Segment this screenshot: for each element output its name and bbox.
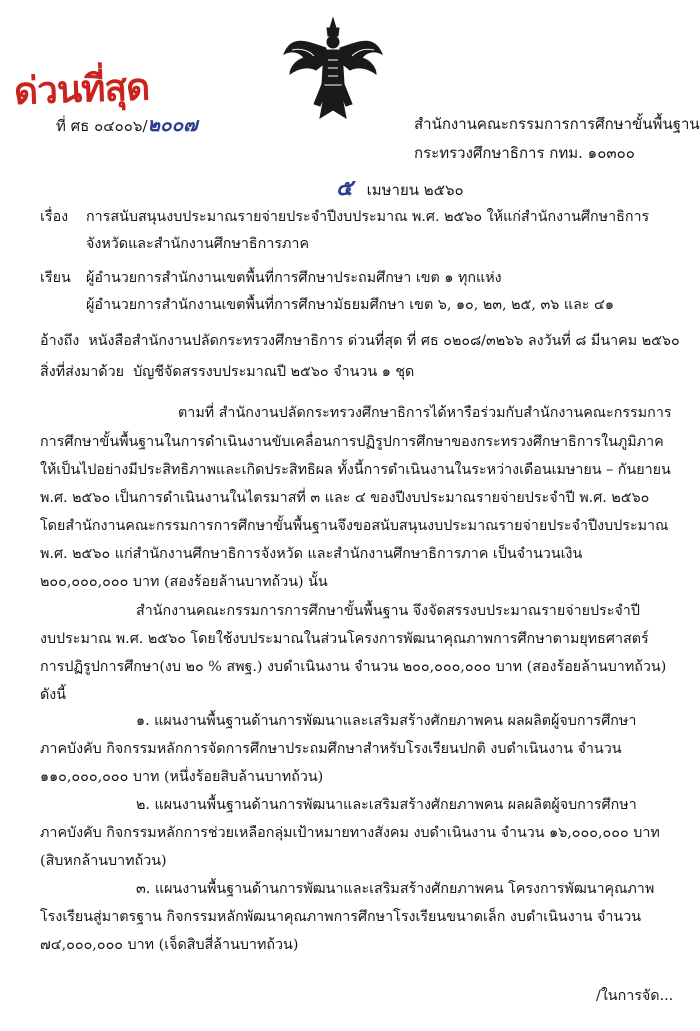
ref-handwritten: ๒๐๐๗ bbox=[147, 114, 198, 136]
body-line: โดยสำนักงานคณะกรรมการการศึกษาขั้นพื้นฐานจึงขอสนับสนุนงบประมาณรายจ่ายประจำปีงบประมาณ bbox=[40, 518, 669, 534]
date-month-year: เมษายน ๒๕๖๐ bbox=[366, 181, 464, 199]
subject-label: เรื่อง bbox=[40, 209, 69, 225]
recipient-line-1: ผู้อำนวยการสำนักงานเขตพื้นที่การศึกษาประถมศึกษา เขต ๑ ทุกแห่ง bbox=[86, 270, 502, 286]
reference-line bbox=[40, 330, 680, 352]
body-line: ๓. แผนงานพื้นฐานด้านการพัฒนาและเสริมสร้างศักยภาพคน โครงการพัฒนาคุณภาพ bbox=[136, 881, 655, 897]
recipient-label: เรียน bbox=[40, 270, 71, 286]
recipient-line-2: ผู้อำนวยการสำนักงานเขตพื้นที่การศึกษามัธยมศึกษา เขต ๖, ๑๐, ๒๓, ๒๕, ๓๖ และ ๔๑ bbox=[86, 297, 614, 313]
body-line: ๑๑๐,๐๐๐,๐๐๐ บาท (หนึ่งร้อยสิบล้านบาทถ้วน) bbox=[40, 769, 324, 785]
reference-label: อ้างถึง bbox=[40, 333, 80, 349]
urgent-stamp: ด่วนที่สุด bbox=[13, 65, 150, 113]
ref-prefix: ที่ ศธ ๐๔๐๐๖/ bbox=[56, 117, 148, 135]
body-line: สำนักงานคณะกรรมการการศึกษาขั้นพื้นฐาน จึงจัดสรรงบประมาณรายจ่ายประจำปี bbox=[136, 603, 640, 619]
subject-line-1: การสนับสนุนงบประมาณรายจ่ายประจำปีงบประมาณ พ.ศ. ๒๕๖๐ ให้แก่สำนักงานศึกษาธิการ bbox=[86, 209, 650, 225]
body-line: ภาคบังคับ กิจกรรมหลักการช่วยเหลือกลุ่มเป้าหมายทางสังคม งบดำเนินงาน จำนวน ๑๖,๐๐๐,๐๐๐ บาท bbox=[40, 825, 660, 841]
body-line: ตามที่ สำนักงานปลัดกระทรวงศึกษาธิการได้หารือร่วมกับสำนักงานคณะกรรมการ bbox=[178, 405, 672, 421]
body-line: ๒๐๐,๐๐๐,๐๐๐ บาท (สองร้อยล้านบาทถ้วน) นั้น bbox=[40, 574, 328, 590]
reference-number bbox=[56, 110, 198, 140]
reference-text: หนังสือสำนักงานปลัดกระทรวงศึกษาธิการ ด่วนที่สุด ที่ ศธ ๐๒๐๘/๓๒๖๖ ลงวันที่ ๘ มีนาคม ๒๕๖๐ bbox=[88, 333, 680, 349]
enclosure-line bbox=[40, 361, 414, 383]
continuation-marker: /ในการจัด... bbox=[596, 988, 674, 1004]
body-line: การปฏิรูปการศึกษา(งบ ๒๐ % สพฐ.) งบดำเนินงาน จำนวน ๒๐๐,๐๐๐,๐๐๐ บาท (สองร้อยล้านบาทถ้วน) bbox=[40, 659, 667, 675]
body-line: ๑. แผนงานพื้นฐานด้านการพัฒนาและเสริมสร้างศักยภาพคน ผลผลิตผู้จบการศึกษา bbox=[136, 713, 637, 729]
body-line: พ.ศ. ๒๕๖๐ แก่สำนักงานศึกษาธิการจังหวัด และสำนักงานศึกษาธิการภาค เป็นจำนวนเงิน bbox=[40, 546, 583, 562]
office-name: สำนักงานคณะกรรมการการศึกษาขั้นพื้นฐาน bbox=[414, 115, 700, 133]
body-line: ๒. แผนงานพื้นฐานด้านการพัฒนาและเสริมสร้างศักยภาพคน ผลผลิตผู้จบการศึกษา bbox=[136, 797, 637, 813]
body-line: ให้เป็นไปอย่างมีประสิทธิภาพและเกิดประสิทธิผล ทั้งนี้การดำเนินงานในระหว่างเดือนเมษายน – กันยายน bbox=[40, 462, 671, 478]
body-line: งบประมาณ พ.ศ. ๒๕๖๐ โดยใช้งบประมาณในส่วนโครงการพัฒนาคุณภาพการศึกษาตามยุทธศาสตร์ bbox=[40, 631, 649, 647]
body-line: การศึกษาขั้นพื้นฐานในการดำเนินงานขับเคลื่อนการปฏิรูปการศึกษาของกระทรวงศึกษาธิการในภูมิภาค bbox=[40, 434, 664, 450]
body-line: ดังนี้ bbox=[40, 687, 67, 703]
office-address: กระทรวงศึกษาธิการ กทม. ๑๐๓๐๐ bbox=[414, 144, 635, 162]
garuda-emblem-icon bbox=[278, 14, 388, 124]
letter-date bbox=[336, 170, 464, 205]
enclosure-label: สิ่งที่ส่งมาด้วย bbox=[40, 364, 124, 380]
subject-line-2: จังหวัดและสำนักงานศึกษาธิการภาค bbox=[86, 236, 310, 252]
date-day-handwritten: ๕ bbox=[336, 175, 353, 201]
enclosure-text: บัญชีจัดสรรงบประมาณปี ๒๕๖๐ จำนวน ๑ ชุด bbox=[133, 364, 415, 380]
body-line: ภาคบังคับ กิจกรรมหลักการจัดการศึกษาประถมศึกษาสำหรับโรงเรียนปกติ งบดำเนินงาน จำนวน bbox=[40, 741, 622, 757]
body-line: (สิบหกล้านบาทถ้วน) bbox=[40, 853, 167, 869]
body-line: โรงเรียนสู่มาตรฐาน กิจกรรมหลักพัฒนาคุณภาพการศึกษาโรงเรียนขนาดเล็ก งบดำเนินงาน จำนวน bbox=[40, 909, 642, 925]
body-line: ๗๔,๐๐๐,๐๐๐ บาท (เจ็ดสิบสี่ล้านบาทถ้วน) bbox=[40, 937, 299, 953]
body-line: พ.ศ. ๒๕๖๐ เป็นการดำเนินงานในไตรมาสที่ ๓ และ ๔ ของปีงบประมาณรายจ่ายประจำปี พ.ศ. ๒๕๖๐ bbox=[40, 490, 650, 506]
